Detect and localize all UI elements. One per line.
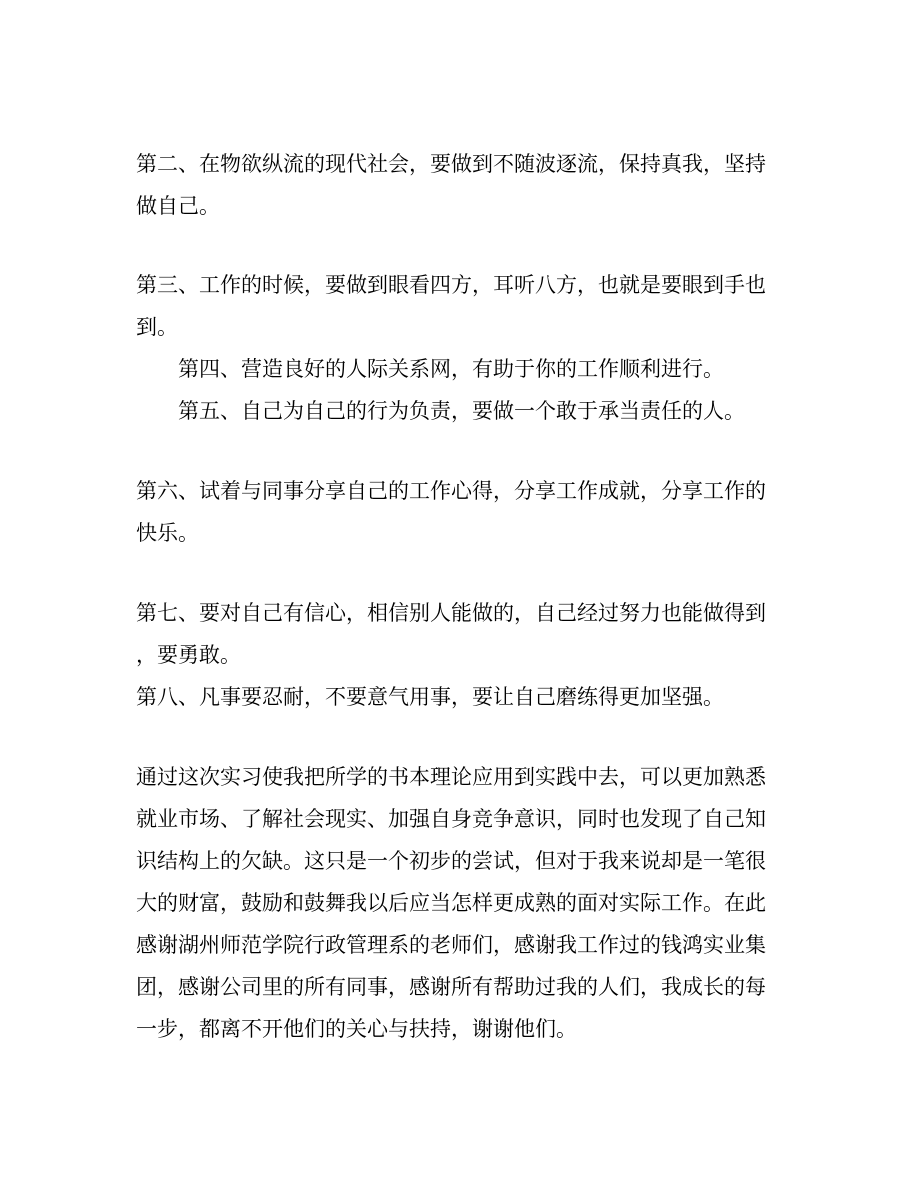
- text-line: 第五、自己为自己的行为负责，要做一个敢于承当责任的人。: [178, 399, 745, 423]
- text-line: 团，感谢公司里的所有同事，感谢所有帮助过我的人们，我成长的每: [136, 975, 766, 999]
- text-line: 快乐。: [136, 521, 199, 545]
- text-line: 第三、工作的时候，要做到眼看四方，耳听八方，也就是要眼到手也: [136, 273, 766, 297]
- text-line: 第七、要对自己有信心，相信别人能做的，自己经过努力也能做得到: [136, 601, 766, 625]
- text-line: 感谢湖州师范学院行政管理系的老师们，感谢我工作过的钱鸿实业集: [136, 933, 766, 957]
- text-line: 一步，都离不开他们的关心与扶持，谢谢他们。: [136, 1017, 577, 1041]
- text-line: 第四、营造良好的人际关系网，有助于你的工作顺利进行。: [178, 357, 724, 381]
- text-line: 大的财富，鼓励和鼓舞我以后应当怎样更成熟的面对实际工作。在此: [136, 891, 766, 915]
- text-line: 第二、在物欲纵流的现代社会，要做到不随波逐流，保持真我，坚持: [136, 152, 766, 176]
- text-line: ，要勇敢。: [136, 643, 241, 667]
- text-line: 识结构上的欠缺。这只是一个初步的尝试，但对于我来说却是一笔很: [136, 849, 766, 873]
- text-line: 第六、试着与同事分享自己的工作心得，分享工作成就，分享工作的: [136, 479, 766, 503]
- text-line: 做自己。: [136, 194, 220, 218]
- text-line: 到。: [136, 315, 178, 339]
- text-line: 通过这次实习使我把所学的书本理论应用到实践中去，可以更加熟悉: [136, 765, 766, 789]
- text-line: 第八、凡事要忍耐，不要意气用事，要让自己磨练得更加坚强。: [136, 685, 724, 709]
- text-line: 就业市场、了解社会现实、加强自身竞争意识，同时也发现了自己知: [136, 807, 766, 831]
